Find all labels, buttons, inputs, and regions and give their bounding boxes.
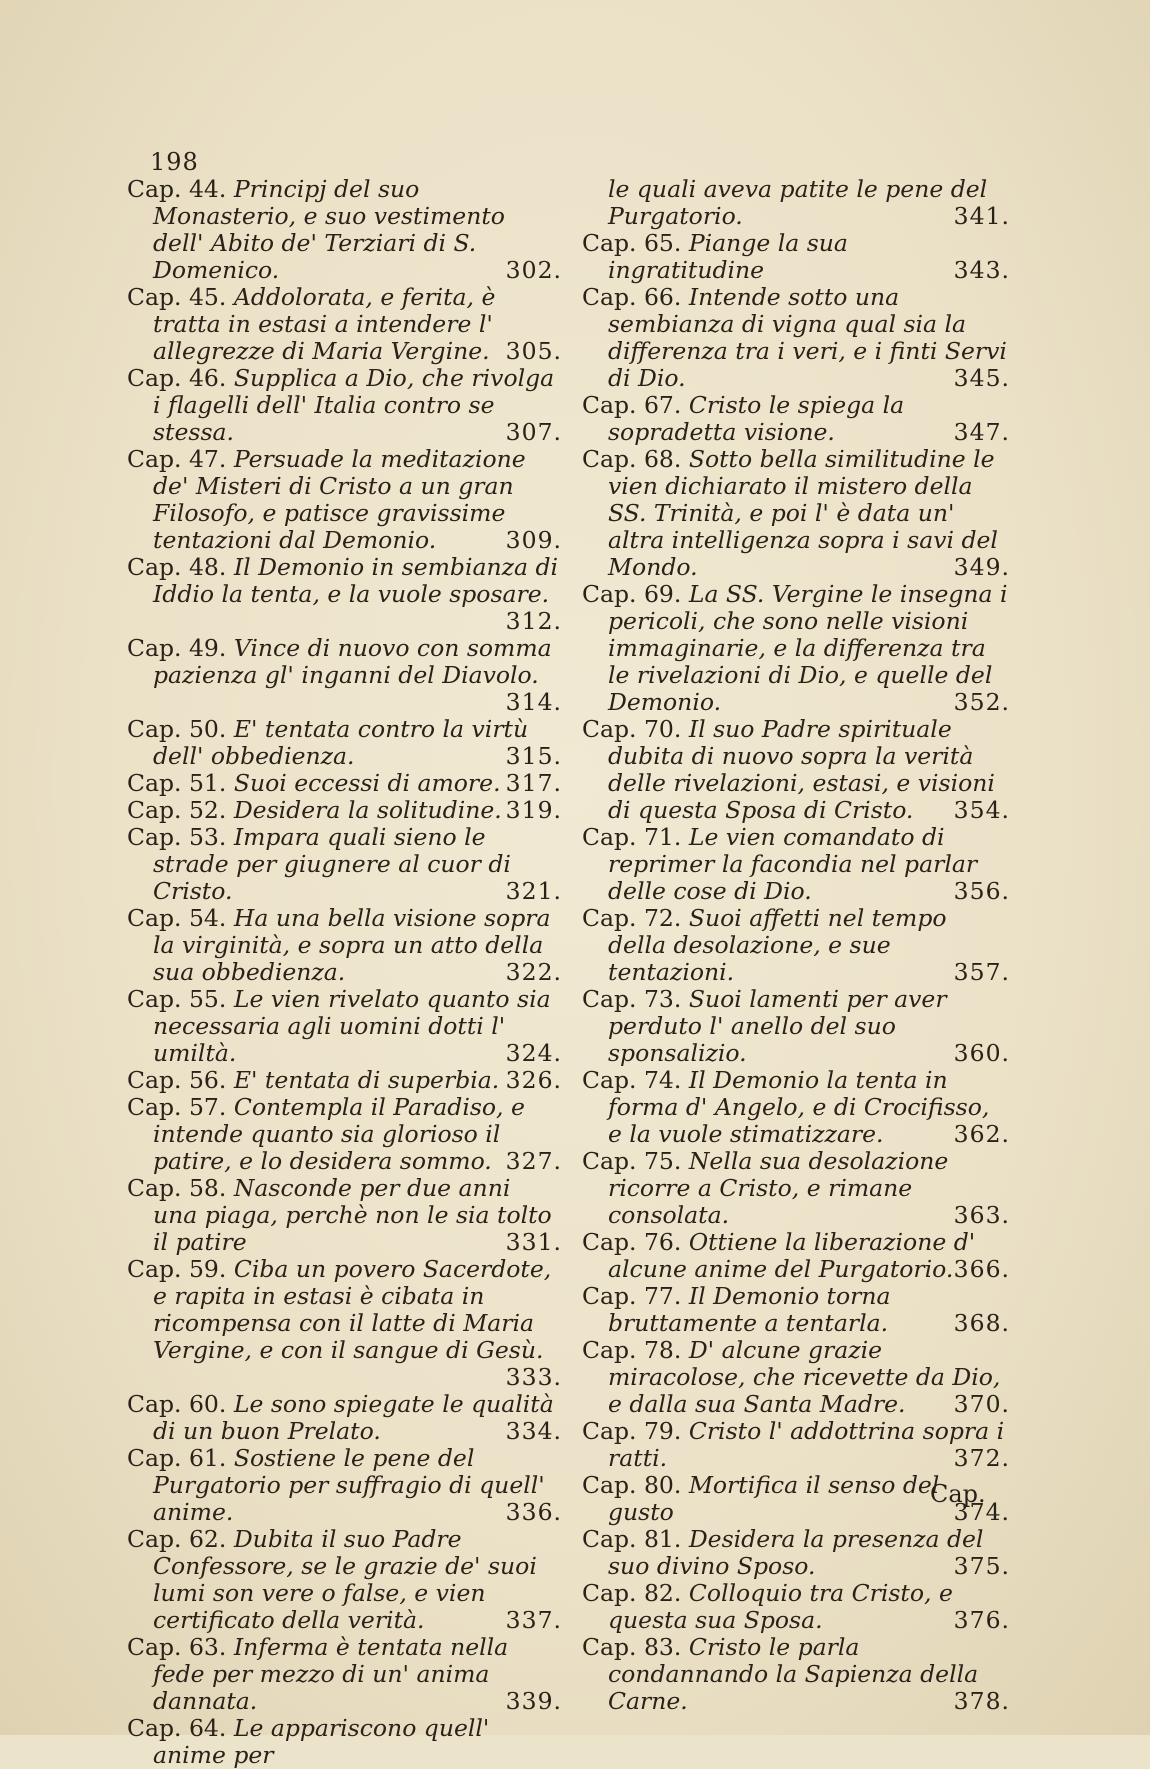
- index-entry: [582, 581, 1010, 716]
- index-entry: [582, 986, 1010, 1067]
- chapter-label: Cap. 56.: [127, 1066, 227, 1094]
- entry-page: 352.: [953, 688, 1010, 716]
- chapter-label: Cap. 57.: [127, 1093, 227, 1121]
- entry-text: Intende sotto una sembianza di vigna qual sia la differenza tra i veri, e i finti Servi di Dio.: [608, 283, 1007, 392]
- entry-page: 324.: [505, 1039, 562, 1067]
- entry-text: Principj del suo Monasterio, e suo vestimento dell' Abito de' Terziari di S. Domenico.: [153, 175, 505, 284]
- entry-page: 331.: [505, 1228, 562, 1256]
- entry-page: 339.: [505, 1687, 562, 1715]
- index-entry: [127, 1175, 562, 1256]
- index-entry: [127, 824, 562, 905]
- index-entry: [127, 176, 562, 284]
- index-entry: [127, 365, 562, 446]
- index-entry: [582, 1148, 1010, 1229]
- entry-page: 370.: [953, 1390, 1010, 1418]
- chapter-label: Cap. 53.: [127, 823, 227, 851]
- entry-text: Desidera la solitudine.: [233, 796, 502, 824]
- index-column-left: [127, 176, 562, 1769]
- entry-page: 337.: [505, 1606, 562, 1634]
- entry-page: 349.: [953, 553, 1010, 581]
- entry-text: Le appariscono quell' anime per: [153, 1714, 490, 1769]
- entry-text: E' tentata di superbia.: [233, 1066, 500, 1094]
- chapter-label: Cap. 66.: [582, 283, 682, 311]
- index-entry: [582, 230, 1010, 284]
- entry-text: Suoi eccessi di amore.: [233, 769, 501, 797]
- entry-page: 333.: [505, 1363, 562, 1391]
- entry-text: le quali aveva patite le pene del Purgatorio.: [608, 175, 988, 230]
- entry-text: E' tentata contro la virtù dell' obbedienza.: [153, 715, 529, 770]
- entry-page: 319.: [505, 796, 562, 824]
- chapter-label: Cap. 49.: [127, 634, 227, 662]
- entry-text: Il Demonio la tenta in forma d' Angelo, e di Crocifisso, e la vuole stimatizzare.: [608, 1066, 990, 1148]
- entry-page: 309.: [505, 526, 562, 554]
- entry-text: Sotto bella similitudine le vien dichiarato il mistero della SS. Trinità, e poi l' è data un' altra intelligenza sopra i savi del Mondo.: [608, 445, 998, 581]
- entry-page: 326.: [505, 1066, 562, 1094]
- chapter-label: Cap. 58.: [127, 1174, 227, 1202]
- chapter-label: Cap. 74.: [582, 1066, 682, 1094]
- entry-page: 321.: [505, 877, 562, 905]
- entry-text: Le sono spiegate le qualità di un buon Prelato.: [153, 1390, 554, 1445]
- chapter-label: Cap. 77.: [582, 1282, 682, 1310]
- index-entry: [582, 716, 1010, 824]
- chapter-label: Cap. 75.: [582, 1147, 682, 1175]
- chapter-label: Cap. 76.: [582, 1228, 682, 1256]
- entry-page: 375.: [953, 1552, 1010, 1580]
- entry-page: 360.: [953, 1039, 1010, 1067]
- chapter-label: Cap. 83.: [582, 1633, 682, 1661]
- index-entry: [127, 1256, 562, 1391]
- entry-page: 345.: [953, 364, 1010, 392]
- entry-text: Le vien rivelato quanto sia necessaria agli uomini dotti l' umiltà.: [153, 985, 551, 1067]
- page-number: 198: [150, 148, 199, 176]
- chapter-label: Cap. 54.: [127, 904, 227, 932]
- chapter-label: Cap. 65.: [582, 229, 682, 257]
- index-entry: [127, 1391, 562, 1445]
- chapter-label: Cap. 71.: [582, 823, 682, 851]
- entry-text: Persuade la meditazione de' Misteri di Cristo a un gran Filosofo, e patisce gravissime tentazioni dal Demonio.: [153, 445, 526, 554]
- chapter-label: Cap. 46.: [127, 364, 227, 392]
- index-entry: [127, 1634, 562, 1715]
- entry-text: Il Demonio torna bruttamente a tentarla.: [608, 1282, 891, 1337]
- index-entry: [127, 905, 562, 986]
- entry-text: Colloquio tra Cristo, e questa sua Sposa.: [608, 1579, 953, 1634]
- entry-page: 341.: [953, 202, 1010, 230]
- entry-text: Mortifica il senso del gusto: [608, 1471, 940, 1526]
- index-entry: [127, 716, 562, 770]
- chapter-label: Cap. 72.: [582, 904, 682, 932]
- entry-page: 378.: [953, 1687, 1010, 1715]
- entry-text: Cristo l' addottrina sopra i ratti.: [608, 1417, 1005, 1472]
- index-entry: [127, 1715, 562, 1769]
- chapter-label: Cap. 64.: [127, 1714, 227, 1742]
- entry-page: 307.: [505, 418, 562, 446]
- chapter-label: Cap. 63.: [127, 1633, 227, 1661]
- index-entry: [127, 1067, 562, 1094]
- entry-page: 376.: [953, 1606, 1010, 1634]
- chapter-label: Cap. 68.: [582, 445, 682, 473]
- entry-text: Le vien comandato di reprimer la facondia nel parlar delle cose di Dio.: [608, 823, 978, 905]
- chapter-label: Cap. 80.: [582, 1471, 682, 1499]
- entry-text: Suoi affetti nel tempo della desolazione, e sue tentazioni.: [608, 904, 947, 986]
- entry-page: 302.: [505, 256, 562, 284]
- index-entry: [582, 1337, 1010, 1418]
- entry-page: 312.: [505, 607, 562, 635]
- index-entry: [127, 1094, 562, 1175]
- entry-text: D' alcune grazie miracolose, che ricevette da Dio, e dalla sua Santa Madre.: [608, 1336, 1001, 1418]
- entry-page: 322.: [505, 958, 562, 986]
- catchword: Cap.: [930, 1480, 986, 1508]
- entry-page: 366.: [953, 1255, 1010, 1283]
- entry-text: Ciba un povero Sacerdote, e rapita in estasi è cibata in ricompensa con il latte di Maria Vergine, e con il sangue di Gesù.: [153, 1255, 552, 1364]
- entry-page: 362.: [953, 1120, 1010, 1148]
- entry-text: Inferma è tentata nella fede per mezzo di un' anima dannata.: [153, 1633, 509, 1715]
- entry-text: Desidera la presenza del suo divino Sposo.: [608, 1525, 984, 1580]
- index-entry: [127, 284, 562, 365]
- entry-text: Contempla il Paradiso, e intende quanto sia glorioso il patire, e lo desidera sommo.: [153, 1093, 525, 1175]
- index-entry: [582, 446, 1010, 581]
- entry-page: 327.: [505, 1147, 562, 1175]
- index-entry: [582, 1418, 1010, 1472]
- entry-text: Suoi lamenti per aver perduto l' anello del suo sponsalizio.: [608, 985, 947, 1067]
- chapter-label: Cap. 69.: [582, 580, 682, 608]
- index-entry: [127, 770, 562, 797]
- entry-text: Nella sua desolazione ricorre a Cristo, e rimane consolata.: [608, 1147, 949, 1229]
- chapter-label: Cap. 50.: [127, 715, 227, 743]
- entry-text: Nasconde per due anni una piaga, perchè non le sia tolto il patire: [153, 1174, 552, 1256]
- entry-page: 357.: [953, 958, 1010, 986]
- entry-page: 343.: [953, 256, 1010, 284]
- index-entry: [582, 1634, 1010, 1715]
- chapter-label: Cap. 78.: [582, 1336, 682, 1364]
- entry-page: 336.: [505, 1498, 562, 1526]
- index-entry: [582, 1526, 1010, 1580]
- entry-text: Cristo le parla condannando la Sapienza della Carne.: [608, 1633, 979, 1715]
- index-entry: [582, 1283, 1010, 1337]
- entry-text: Il Demonio in sembianza di Iddio la tenta, e la vuole sposare.: [153, 553, 559, 608]
- entry-page: 374.: [953, 1498, 1010, 1526]
- entry-page: 347.: [953, 418, 1010, 446]
- chapter-label: Cap. 55.: [127, 985, 227, 1013]
- index-entry: [127, 554, 562, 635]
- index-entry: [582, 1229, 1010, 1283]
- index-entry: [582, 1067, 1010, 1148]
- index-entry: [582, 284, 1010, 392]
- entry-page: 315.: [505, 742, 562, 770]
- entry-page: 354.: [953, 796, 1010, 824]
- chapter-label: Cap. 47.: [127, 445, 227, 473]
- entry-text: Impara quali sieno le strade per giugnere al cuor di Cristo.: [153, 823, 511, 905]
- index-entry: [127, 986, 562, 1067]
- entry-page: 305.: [505, 337, 562, 365]
- index-entry: [582, 905, 1010, 986]
- entry-text: Il suo Padre spirituale dubita di nuovo sopra la verità delle rivelazioni, estasi, e visioni di questa Sposa di Cristo.: [608, 715, 995, 824]
- entry-page: 317.: [505, 769, 562, 797]
- entry-text: Ha una bella visione sopra la virginità, e sopra un atto della sua obbedienza.: [153, 904, 551, 986]
- chapter-label: Cap. 51.: [127, 769, 227, 797]
- entry-page: 363.: [953, 1201, 1010, 1229]
- entry-page: 356.: [953, 877, 1010, 905]
- entry-text: Addolorata, e ferita, è tratta in estasi a intendere l' allegrezze di Maria Vergine.: [153, 283, 496, 365]
- index-entry: [582, 392, 1010, 446]
- entry-text: Sostiene le pene del Purgatorio per suffragio di quell' anime.: [153, 1444, 545, 1526]
- entry-text: Vince di nuovo con somma pazienza gl' inganni del Diavolo.: [153, 634, 552, 689]
- entry-text: Dubita il suo Padre Confessore, se le grazie de' suoi lumi son vere o false, e vien certificato della verità.: [153, 1525, 537, 1634]
- entry-text: La SS. Vergine le insegna i pericoli, che sono nelle visioni immaginarie, e la differenza tra le rivelazioni di Dio, e quelle del Demonio.: [608, 580, 1008, 716]
- chapter-label: Cap. 61.: [127, 1444, 227, 1472]
- entry-page: 372.: [953, 1444, 1010, 1472]
- chapter-label: Cap. 82.: [582, 1579, 682, 1607]
- chapter-label: Cap. 81.: [582, 1525, 682, 1553]
- entry-text: Piange la sua ingratitudine: [608, 229, 848, 284]
- chapter-label: Cap. 62.: [127, 1525, 227, 1553]
- index-entry: [127, 1526, 562, 1634]
- index-entry: [582, 824, 1010, 905]
- entry-page: 334.: [505, 1417, 562, 1445]
- chapter-label: Cap. 67.: [582, 391, 682, 419]
- entry-page: 368.: [953, 1309, 1010, 1337]
- chapter-label: Cap. 45.: [127, 283, 227, 311]
- chapter-label: Cap. 60.: [127, 1390, 227, 1418]
- chapter-label: Cap. 48.: [127, 553, 227, 581]
- entry-page: 314.: [505, 688, 562, 716]
- index-entry: [127, 446, 562, 554]
- chapter-label: Cap. 52.: [127, 796, 227, 824]
- index-entry: [127, 797, 562, 824]
- chapter-label: Cap. 44.: [127, 175, 227, 203]
- chapter-label: Cap. 70.: [582, 715, 682, 743]
- chapter-label: Cap. 79.: [582, 1417, 682, 1445]
- chapter-label: Cap. 73.: [582, 985, 682, 1013]
- continued-entry: [582, 176, 1010, 230]
- chapter-label: Cap. 59.: [127, 1255, 227, 1283]
- entry-text: Supplica a Dio, che rivolga i flagelli dell' Italia contro se stessa.: [153, 364, 555, 446]
- index-entry: [127, 1445, 562, 1526]
- entry-text: Ottiene la liberazione d' alcune anime del Purgatorio.: [608, 1228, 976, 1283]
- index-entry: [127, 635, 562, 716]
- entry-text: Cristo le spiega la sopradetta visione.: [608, 391, 905, 446]
- index-entry: [582, 1580, 1010, 1634]
